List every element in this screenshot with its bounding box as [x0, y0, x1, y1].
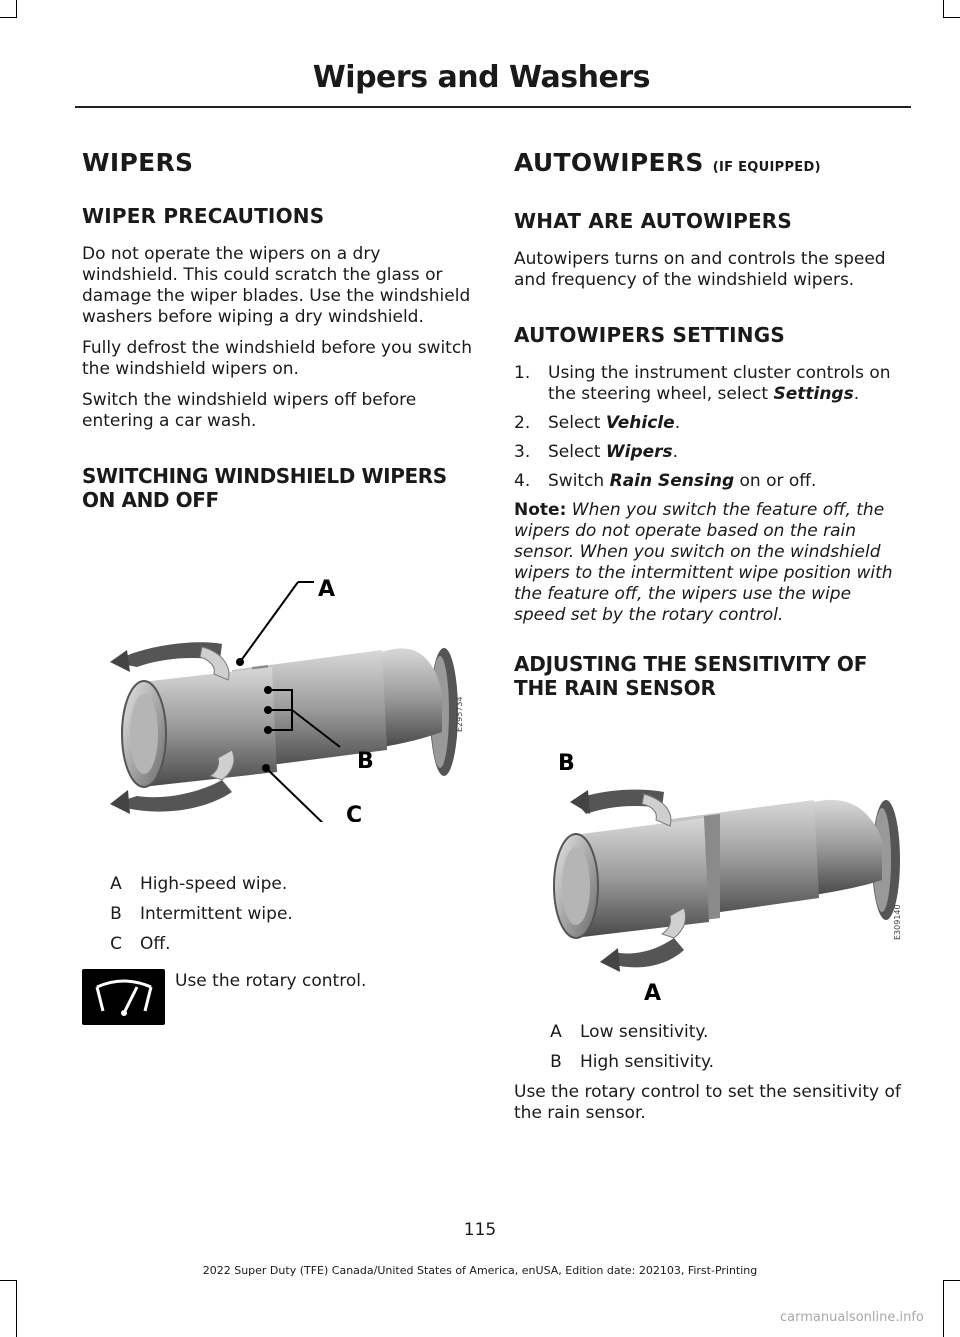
section-title-wipers: WIPERS	[82, 148, 194, 177]
rain-sensor-illustration	[514, 740, 906, 1010]
precaution-paragraph: Fully defrost the windshield before you switch the windshield wipers on.	[82, 338, 472, 379]
crop-mark	[0, 1280, 17, 1281]
rotate-down-arrow	[112, 780, 232, 812]
heading-wiper-precautions: WIPER PRECAUTIONS	[82, 204, 325, 228]
precaution-paragraph: Do not operate the wipers on a dry windshield. This could scratch the glass or damage the wiper blades. Use the windshield washers before wiping a dry windshield.	[82, 244, 471, 327]
list-item: 2. Select Vehicle.	[514, 413, 681, 433]
rotary-control-text: Use the rotary control.	[175, 971, 367, 991]
legend-row: A High-speed wipe.	[110, 874, 288, 894]
page-header-title: Wipers and Washers	[312, 60, 650, 95]
header-divider	[75, 106, 911, 108]
heading-switching-wipers: SWITCHING WINDSHIELD WIPERS ON AND OFF	[82, 464, 447, 512]
settings-steps	[514, 363, 906, 492]
figure-label-a: A	[318, 577, 336, 602]
list-item: 3. Select Wipers.	[514, 442, 679, 462]
heading-what-are-autowipers: WHAT ARE AUTOWIPERS	[514, 209, 793, 233]
if-equipped-tag: (IF EQUIPPED)	[712, 160, 821, 175]
crop-mark	[943, 17, 960, 18]
legend-row: B High sensitivity.	[550, 1052, 715, 1072]
autowipers-description: Autowipers turns on and controls the speed and frequency of the windshield wipers.	[514, 249, 886, 290]
sensitivity-legend	[532, 1022, 906, 1073]
crop-mark	[16, 0, 17, 18]
section-title-autowipers: AUTOWIPERS (IF EQUIPPED)	[514, 148, 821, 177]
wiper-stalk-illustration	[82, 522, 474, 822]
heading-autowipers-settings: AUTOWIPERS SETTINGS	[514, 323, 785, 347]
crop-mark	[16, 1280, 17, 1337]
figure-label-b: B	[558, 751, 575, 776]
wiper-stalk-figure	[82, 522, 474, 822]
windshield-wiper-icon	[82, 969, 165, 1025]
list-item: 1. Using the instrument cluster controls on the steering wheel, select Settings.	[514, 363, 891, 404]
crop-mark	[943, 1280, 944, 1337]
settings-note: Note: When you switch the feature off, the wipers do not operate based on the rain sensor. When you switch on the windshield wipers to the intermittent wipe position with the feature off, the wipers use the wipe speed set by the rotary control.	[514, 500, 893, 625]
crop-mark	[0, 17, 17, 18]
page-footer: 2022 Super Duty (TFE) Canada/United States of America, enUSA, Edition date: 202103, First-Printing	[202, 1264, 758, 1277]
legend-row: A Low sensitivity.	[550, 1022, 709, 1042]
switching-legend	[92, 874, 474, 955]
figure-label-a: A	[644, 981, 662, 1006]
rotary-control-row	[82, 969, 474, 1025]
figure-label-b: B	[357, 749, 374, 774]
crop-mark	[943, 1280, 960, 1281]
page-number: 115	[463, 1220, 497, 1240]
crop-mark	[943, 0, 944, 18]
figure-code: E309140	[893, 904, 902, 940]
precaution-paragraph: Switch the windshield wipers off before entering a car wash.	[82, 390, 417, 431]
list-item: 4. Switch Rain Sensing on or off.	[514, 471, 817, 491]
rain-sensor-figure	[514, 740, 906, 1010]
legend-row: B Intermittent wipe.	[110, 904, 293, 924]
right-column	[514, 148, 906, 1134]
watermark: carmanualsonline.info	[780, 1310, 924, 1325]
figure-code: E295734	[455, 696, 464, 732]
figure-label-c: C	[346, 803, 363, 822]
heading-adjusting-sensitivity: ADJUSTING THE SENSITIVITY OF THE RAIN SENSOR	[514, 652, 868, 700]
sensitivity-paragraph: Use the rotary control to set the sensitivity of the rain sensor.	[514, 1082, 901, 1123]
left-column	[82, 148, 474, 1025]
legend-row: C Off.	[110, 934, 171, 954]
